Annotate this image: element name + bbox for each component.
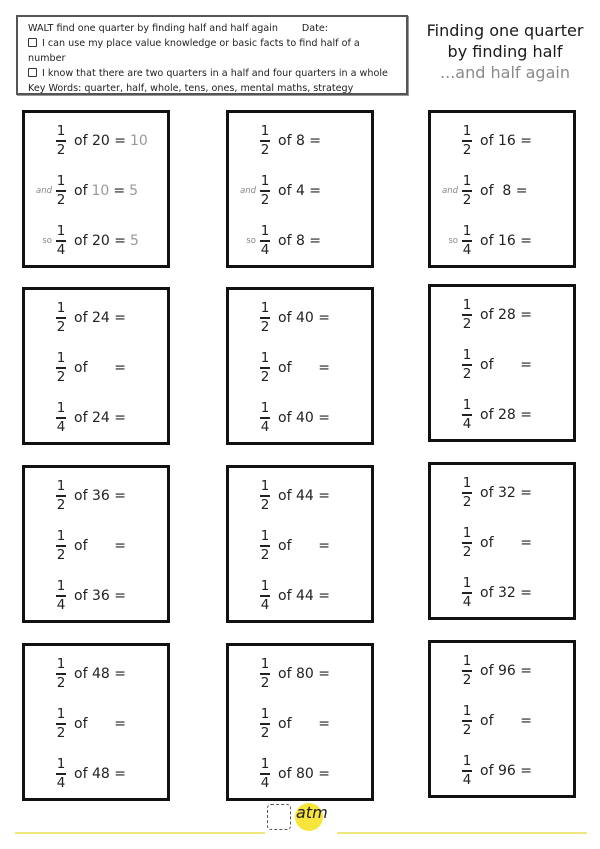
equation-row xyxy=(25,169,167,213)
prefix-label: and xyxy=(442,186,458,196)
prefix-label: and xyxy=(240,186,256,196)
equation-text: of 28 = xyxy=(480,407,532,423)
equation-text: of = xyxy=(480,535,532,551)
denominator: 4 xyxy=(260,241,270,258)
equation-text: of 48 = xyxy=(74,766,126,782)
exercise-card xyxy=(428,462,576,620)
footer-rule-left xyxy=(15,832,265,834)
denominator: 4 xyxy=(56,774,66,791)
exercise-card xyxy=(226,287,374,445)
numerator: 1 xyxy=(56,756,66,773)
fraction xyxy=(55,579,67,612)
fraction xyxy=(259,529,271,562)
exercise-card xyxy=(22,465,170,623)
answer-value[interactable]: 5 xyxy=(129,183,138,199)
denominator: 4 xyxy=(56,418,66,435)
equation-text: of 40 = xyxy=(278,410,330,426)
numerator: 1 xyxy=(56,123,66,140)
equation-row xyxy=(229,346,371,390)
fraction xyxy=(55,124,67,157)
fraction xyxy=(259,351,271,384)
denominator: 2 xyxy=(56,318,66,335)
equation-text: of = xyxy=(278,716,330,732)
exercise-card xyxy=(428,284,576,442)
denominator: 2 xyxy=(260,368,270,385)
key-words: Key Words: quarter, half, whole, tens, ones, mental maths, strategy xyxy=(28,83,354,94)
numerator: 1 xyxy=(260,400,270,417)
exercise-card xyxy=(22,643,170,801)
fraction xyxy=(461,298,473,331)
cells-icon xyxy=(267,804,291,830)
numerator: 1 xyxy=(260,756,270,773)
equation-row xyxy=(431,343,573,387)
equation-text: of 80 = xyxy=(278,766,330,782)
fraction xyxy=(55,657,67,690)
denominator: 2 xyxy=(462,365,472,382)
equation-text: of 8 = xyxy=(480,183,528,199)
fraction xyxy=(461,476,473,509)
numerator: 1 xyxy=(260,578,270,595)
fraction xyxy=(259,479,271,512)
equation-text: of 36 = xyxy=(74,588,126,604)
numerator: 1 xyxy=(260,173,270,190)
learning-objectives-box xyxy=(16,15,408,95)
denominator: 4 xyxy=(462,593,472,610)
fraction xyxy=(461,654,473,687)
denominator: 2 xyxy=(462,721,472,738)
fraction xyxy=(461,348,473,381)
equals-sign: = xyxy=(113,183,126,199)
numerator: 1 xyxy=(56,656,66,673)
equation-row xyxy=(431,521,573,565)
numerator: 1 xyxy=(260,706,270,723)
fraction xyxy=(259,224,271,257)
equation-row xyxy=(25,702,167,746)
denominator: 2 xyxy=(56,141,66,158)
equation-row xyxy=(25,296,167,340)
equation-row xyxy=(229,752,371,796)
denominator: 2 xyxy=(260,546,270,563)
exercise-card xyxy=(428,640,576,798)
equation-row xyxy=(229,169,371,213)
equation-row xyxy=(431,699,573,743)
denominator: 2 xyxy=(260,191,270,208)
denominator: 2 xyxy=(56,496,66,513)
numerator: 1 xyxy=(462,653,472,670)
equation-text: of 44 = xyxy=(278,488,330,504)
numerator: 1 xyxy=(260,528,270,545)
denominator: 4 xyxy=(462,241,472,258)
equation-row xyxy=(431,649,573,693)
numerator: 1 xyxy=(462,223,472,240)
equation-row xyxy=(229,296,371,340)
numerator: 1 xyxy=(56,706,66,723)
answer-value[interactable]: 10 xyxy=(129,133,148,149)
numerator: 1 xyxy=(462,297,472,314)
numerator: 1 xyxy=(260,350,270,367)
numerator: 1 xyxy=(260,656,270,673)
worksheet-title: Finding one quarter by finding half ...and half again xyxy=(426,21,584,82)
atm-logo: atm xyxy=(265,800,335,832)
denominator: 4 xyxy=(260,418,270,435)
denominator: 2 xyxy=(462,141,472,158)
fraction xyxy=(461,124,473,157)
equation-text: of 20 = xyxy=(74,233,126,249)
equation-row xyxy=(25,652,167,696)
numerator: 1 xyxy=(56,300,66,317)
equation-row xyxy=(229,652,371,696)
answer-value[interactable]: 5 xyxy=(129,233,139,249)
fraction xyxy=(461,526,473,559)
denominator: 2 xyxy=(462,671,472,688)
denominator: 2 xyxy=(260,318,270,335)
fraction xyxy=(259,124,271,157)
equation-row xyxy=(229,574,371,618)
numerator: 1 xyxy=(462,173,472,190)
prefix-label: so xyxy=(448,236,458,246)
denominator: 2 xyxy=(56,546,66,563)
equation-text: of = xyxy=(278,360,330,376)
equation-text: of 40 = xyxy=(278,310,330,326)
equation-text: of 8 = xyxy=(278,133,322,149)
denominator: 4 xyxy=(56,596,66,613)
numerator: 1 xyxy=(56,173,66,190)
checkbox-icon[interactable] xyxy=(28,38,37,47)
fraction xyxy=(461,754,473,787)
equation-text: of 28 = xyxy=(480,307,532,323)
numerator: 1 xyxy=(56,400,66,417)
equation-text: of 24 = xyxy=(74,410,126,426)
denominator: 4 xyxy=(260,596,270,613)
fraction xyxy=(259,579,271,612)
criterion-1: I can use my place value knowledge or basic facts to find half of a number xyxy=(28,38,360,64)
equation-text: of 20 = xyxy=(74,133,126,149)
numerator: 1 xyxy=(56,350,66,367)
denominator: 2 xyxy=(56,674,66,691)
fraction xyxy=(55,529,67,562)
equation-text: of 80 = xyxy=(278,666,330,682)
equation-row xyxy=(229,396,371,440)
exercise-card xyxy=(22,110,170,268)
fraction xyxy=(259,707,271,740)
fraction xyxy=(55,479,67,512)
fraction xyxy=(461,224,473,257)
equation-text: of 44 = xyxy=(278,588,330,604)
equation-row xyxy=(25,119,167,163)
equation-row xyxy=(25,346,167,390)
numerator: 1 xyxy=(260,123,270,140)
equation-row xyxy=(25,752,167,796)
equation-row xyxy=(431,471,573,515)
numerator: 1 xyxy=(462,525,472,542)
fraction xyxy=(461,576,473,609)
equation-text: of xyxy=(74,183,88,199)
prefix-label: so xyxy=(42,236,52,246)
equation-text: of 36 = xyxy=(74,488,126,504)
footer-rule-right xyxy=(337,832,587,834)
denominator: 2 xyxy=(462,493,472,510)
fraction xyxy=(259,174,271,207)
numerator: 1 xyxy=(462,703,472,720)
equation-row xyxy=(25,219,167,263)
denominator: 4 xyxy=(462,415,472,432)
denominator: 2 xyxy=(56,368,66,385)
equation-row xyxy=(431,393,573,437)
numerator: 1 xyxy=(462,475,472,492)
fraction xyxy=(259,757,271,790)
equation-row xyxy=(229,702,371,746)
fraction xyxy=(259,301,271,334)
exercise-card xyxy=(226,465,374,623)
numerator: 1 xyxy=(56,223,66,240)
numerator: 1 xyxy=(56,528,66,545)
denominator: 4 xyxy=(462,771,472,788)
equation-text: of 4 = xyxy=(278,183,322,199)
denominator: 2 xyxy=(260,674,270,691)
fraction xyxy=(55,301,67,334)
walt-text: WALT find one quarter by finding half and half again xyxy=(28,23,278,34)
fraction xyxy=(461,398,473,431)
numerator: 1 xyxy=(462,347,472,364)
fraction xyxy=(55,707,67,740)
equation-text: of 48 = xyxy=(74,666,126,682)
equation-row xyxy=(25,574,167,618)
denominator: 2 xyxy=(260,496,270,513)
exercise-card xyxy=(226,110,374,268)
equation-text: of = xyxy=(480,357,532,373)
numerator: 1 xyxy=(260,478,270,495)
given-value: 10 xyxy=(91,183,110,199)
denominator: 4 xyxy=(56,241,66,258)
equation-text: of = xyxy=(74,538,126,554)
fraction xyxy=(55,224,67,257)
numerator: 1 xyxy=(462,397,472,414)
equation-row xyxy=(229,474,371,518)
equation-row xyxy=(25,474,167,518)
equation-row xyxy=(229,219,371,263)
criterion-2: I know that there are two quarters in a half and four quarters in a whole xyxy=(28,66,396,81)
date-label: Date: xyxy=(301,23,328,34)
fraction xyxy=(55,174,67,207)
denominator: 2 xyxy=(260,141,270,158)
denominator: 2 xyxy=(56,724,66,741)
exercise-card xyxy=(22,287,170,445)
checkbox-icon[interactable] xyxy=(28,68,37,77)
equation-row xyxy=(431,571,573,615)
fraction xyxy=(461,704,473,737)
equation-text: of = xyxy=(278,538,330,554)
equation-text: of 24 = xyxy=(74,310,126,326)
prefix-label: so xyxy=(246,236,256,246)
equation-text: of = xyxy=(480,713,532,729)
equation-text: of 32 = xyxy=(480,485,532,501)
numerator: 1 xyxy=(56,478,66,495)
exercise-card xyxy=(226,643,374,801)
numerator: 1 xyxy=(462,123,472,140)
exercise-card xyxy=(428,110,576,268)
equation-text: of 16 = xyxy=(480,133,532,149)
equation-row xyxy=(431,293,573,337)
denominator: 2 xyxy=(260,724,270,741)
denominator: 2 xyxy=(462,315,472,332)
equation-text: of 96 = xyxy=(480,763,532,779)
equation-row xyxy=(431,749,573,793)
numerator: 1 xyxy=(260,300,270,317)
denominator: 2 xyxy=(56,191,66,208)
denominator: 2 xyxy=(462,543,472,560)
equation-text: of = xyxy=(74,360,126,376)
equation-text: of 96 = xyxy=(480,663,532,679)
equation-row xyxy=(25,396,167,440)
fraction xyxy=(55,351,67,384)
equation-text: of 8 = xyxy=(278,233,322,249)
equation-text: of 16 = xyxy=(480,233,532,249)
equation-row xyxy=(431,169,573,213)
numerator: 1 xyxy=(462,753,472,770)
equation-row xyxy=(229,119,371,163)
fraction xyxy=(55,401,67,434)
fraction xyxy=(259,401,271,434)
numerator: 1 xyxy=(260,223,270,240)
denominator: 2 xyxy=(462,191,472,208)
numerator: 1 xyxy=(462,575,472,592)
prefix-label: and xyxy=(36,186,52,196)
equation-row xyxy=(431,219,573,263)
equation-row xyxy=(25,524,167,568)
equation-text: of = xyxy=(74,716,126,732)
fraction xyxy=(55,757,67,790)
fraction xyxy=(259,657,271,690)
equation-row xyxy=(431,119,573,163)
fraction xyxy=(461,174,473,207)
denominator: 4 xyxy=(260,774,270,791)
equation-text: of 32 = xyxy=(480,585,532,601)
equation-row xyxy=(229,524,371,568)
numerator: 1 xyxy=(56,578,66,595)
